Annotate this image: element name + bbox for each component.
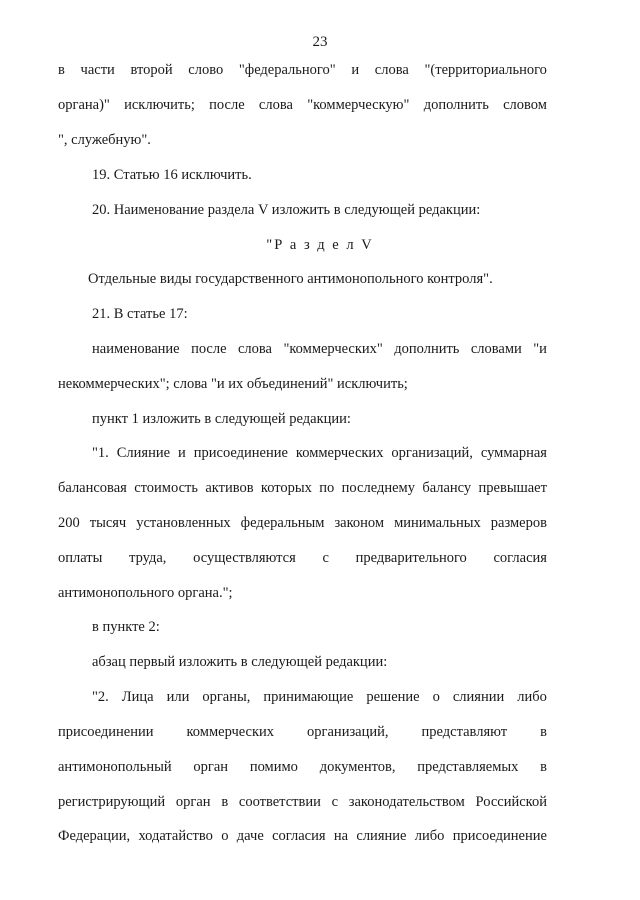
text-line-13: балансовая стоимость активов которых по последнему балансу превышает xyxy=(58,480,547,496)
text-line-18: абзац первый изложить в следующей редакции: xyxy=(92,654,388,670)
text-line-19: "2. Лица или органы, принимающие решение о слиянии либо xyxy=(92,689,547,705)
page-number: 23 xyxy=(312,34,328,50)
text-line-20: присоединении коммерческих организаций, представляют в xyxy=(58,724,547,740)
text-line-22: регистрирующий орган в соответствии с законодательством Российской xyxy=(58,794,547,810)
text-line-15: оплаты труда, осуществляются с предварительного согласия xyxy=(58,550,547,566)
text-line-23: Федерации, ходатайство о даче согласия на слияние либо присоединение xyxy=(58,828,547,844)
text-line-2: органа)" исключить; после слова "коммерческую" дополнить словом xyxy=(58,97,547,113)
text-line-1: в части второй слово "федерального" и слова "(территориального xyxy=(58,62,547,78)
text-line-4: 19. Статью 16 исключить. xyxy=(92,167,252,183)
text-line-3: ", служебную". xyxy=(58,132,151,148)
text-line-11: пункт 1 изложить в следующей редакции: xyxy=(92,411,351,427)
text-line-9: наименование после слова "коммерческих" дополнить словами "и xyxy=(92,341,547,357)
section-title: Отдельные виды государственного антимонопольного контроля". xyxy=(88,271,493,287)
section-heading: "Р а з д е л V xyxy=(266,237,374,253)
text-line-14: 200 тысяч установленных федеральным законом минимальных размеров xyxy=(58,515,547,531)
text-line-10: некоммерческих"; слова "и их объединений" исключить; xyxy=(58,376,408,392)
text-line-16: антимонопольного органа."; xyxy=(58,585,233,601)
text-line-8: 21. В статье 17: xyxy=(92,306,188,322)
text-line-17: в пункте 2: xyxy=(92,619,160,635)
text-line-12: "1. Слияние и присоединение коммерческих организаций, суммарная xyxy=(92,445,547,461)
text-line-21: антимонопольный орган помимо документов, представляемых в xyxy=(58,759,547,775)
text-line-5: 20. Наименование раздела V изложить в следующей редакции: xyxy=(92,202,481,218)
